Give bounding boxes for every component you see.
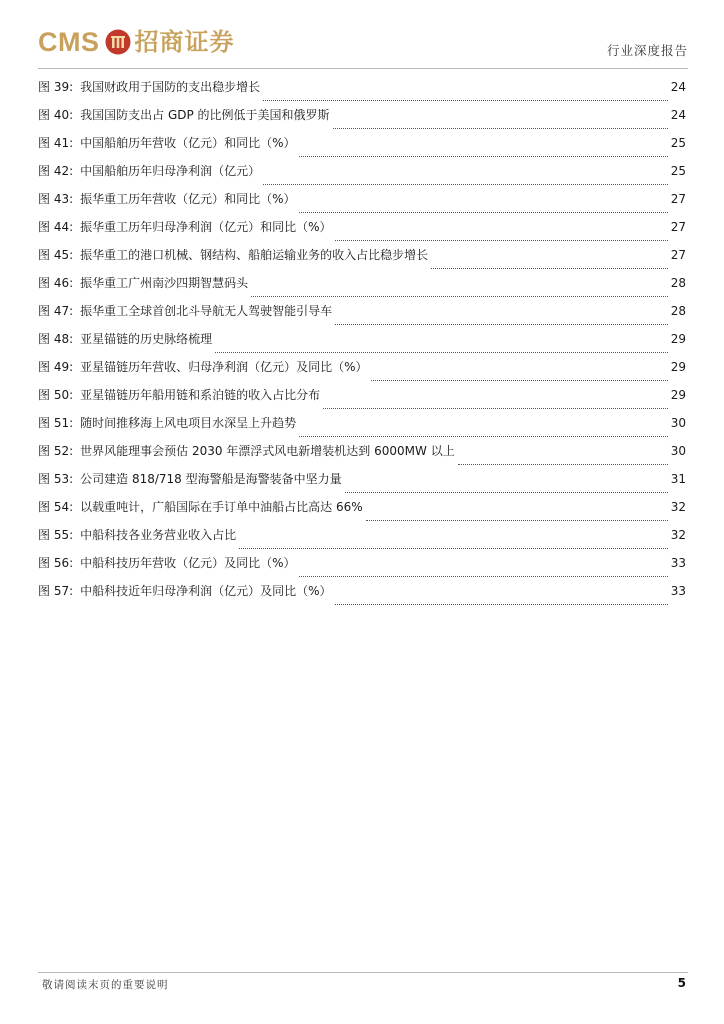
figure-title: 亚星锚链历年营收、归母净利润（亿元）及同比（%） [80, 360, 368, 374]
header-divider [38, 68, 688, 69]
figure-number: 图 56: [38, 556, 74, 570]
logo-text: CMS [38, 26, 100, 57]
dot-leader [299, 435, 668, 437]
figure-list-item[interactable] [38, 134, 686, 162]
figure-number: 图 45: [38, 248, 74, 262]
figure-number: 图 39: [38, 80, 74, 94]
figure-page-number: 29 [670, 388, 686, 402]
figure-page-number: 33 [670, 584, 686, 598]
dot-leader [263, 183, 668, 185]
figure-number: 图 41: [38, 136, 74, 150]
figure-page-number: 32 [670, 500, 686, 514]
dot-leader [335, 323, 668, 325]
figure-title: 亚星锚链历年船用链和系泊链的收入占比分布 [80, 388, 321, 402]
dot-leader [299, 211, 668, 213]
figure-list-item[interactable] [38, 274, 686, 302]
figure-page-number: 27 [670, 192, 686, 206]
dot-leader [345, 491, 668, 493]
figure-page-number: 32 [670, 528, 686, 542]
figure-page-number: 33 [670, 556, 686, 570]
figure-list-item[interactable] [38, 442, 686, 470]
figure-page-number: 28 [670, 304, 686, 318]
figure-page-number: 29 [670, 332, 686, 346]
dot-leader [333, 127, 668, 129]
figure-number: 图 46: [38, 276, 74, 290]
figure-list-item[interactable] [38, 414, 686, 442]
dot-leader [335, 239, 668, 241]
cms-emblem-icon [105, 29, 131, 55]
figure-title: 振华重工广州南沙四期智慧码头 [80, 276, 249, 290]
figure-title: 中国船舶历年归母净利润（亿元） [80, 164, 261, 178]
dot-leader [366, 519, 668, 521]
figure-title: 我国国防支出占 GDP 的比例低于美国和俄罗斯 [80, 108, 330, 122]
figure-list-item[interactable] [38, 78, 686, 106]
dot-leader [263, 99, 668, 101]
figure-list-item[interactable] [38, 302, 686, 330]
figure-page-number: 27 [670, 220, 686, 234]
figure-title: 公司建造 818/718 型海警船是海警装备中坚力量 [80, 472, 342, 486]
dot-leader [251, 295, 668, 297]
figure-title: 世界风能理事会预估 2030 年漂浮式风电新增装机达到 6000MW 以上 [80, 444, 455, 458]
figure-title: 振华重工的港口机械、钢结构、船舶运输业务的收入占比稳步增长 [80, 248, 429, 262]
logo-company-name: 招商证券 [134, 28, 235, 56]
figure-list-item[interactable] [38, 470, 686, 498]
figure-list-item[interactable] [38, 358, 686, 386]
figure-page-number: 25 [670, 164, 686, 178]
figure-list-item[interactable] [38, 330, 686, 358]
figure-page-number: 24 [670, 108, 686, 122]
figure-number: 图 40: [38, 108, 74, 122]
dot-leader [299, 155, 668, 157]
dot-leader [215, 351, 668, 353]
figure-title: 振华重工全球首创北斗导航无人驾驶智能引导车 [80, 304, 333, 318]
cms-logo [38, 22, 235, 62]
report-type-label: 行业深度报告 [606, 43, 688, 58]
figure-list-item[interactable] [38, 246, 686, 274]
figure-page-number: 27 [670, 248, 686, 262]
figure-list-item[interactable] [38, 162, 686, 190]
figure-number: 图 47: [38, 304, 74, 318]
figure-list-item[interactable] [38, 498, 686, 526]
figure-number: 图 50: [38, 388, 74, 402]
dot-leader [299, 575, 668, 577]
figure-list-item[interactable] [38, 582, 686, 610]
figure-page-number: 31 [670, 472, 686, 486]
figure-title: 振华重工历年归母净利润（亿元）和同比（%） [80, 220, 332, 234]
footer-disclaimer: 敬请阅读末页的重要说明 [42, 979, 169, 991]
figure-number: 图 44: [38, 220, 74, 234]
figure-page-number: 25 [670, 136, 686, 150]
figure-title: 亚星锚链的历史脉络梳理 [80, 332, 213, 346]
dot-leader [335, 603, 668, 605]
figure-number: 图 42: [38, 164, 74, 178]
figure-list [38, 78, 686, 610]
page-number: 5 [677, 976, 686, 990]
figure-title: 中船科技近年归母净利润（亿元）及同比（%） [80, 584, 332, 598]
figure-number: 图 55: [38, 528, 74, 542]
figure-title: 我国财政用于国防的支出稳步增长 [80, 80, 261, 94]
page-header [38, 22, 688, 62]
figure-page-number: 30 [670, 416, 686, 430]
figure-page-number: 29 [670, 360, 686, 374]
figure-number: 图 57: [38, 584, 74, 598]
figure-number: 图 54: [38, 500, 74, 514]
figure-list-item[interactable] [38, 386, 686, 414]
dot-leader [458, 463, 668, 465]
figure-page-number: 28 [670, 276, 686, 290]
figure-list-item[interactable] [38, 526, 686, 554]
figure-number: 图 52: [38, 444, 74, 458]
footer-divider [38, 972, 688, 973]
figure-title: 中国船舶历年营收（亿元）和同比（%） [80, 136, 296, 150]
figure-list-item[interactable] [38, 218, 686, 246]
figure-title: 中船科技历年营收（亿元）及同比（%） [80, 556, 296, 570]
dot-leader [323, 407, 668, 409]
figure-number: 图 51: [38, 416, 74, 430]
figure-title: 以载重吨计，广船国际在手订单中油船占比高达 66% [80, 500, 363, 514]
figure-list-item[interactable] [38, 190, 686, 218]
figure-page-number: 24 [670, 80, 686, 94]
dot-leader [371, 379, 668, 381]
figure-page-number: 30 [670, 444, 686, 458]
figure-title: 随时间推移海上风电项目水深呈上升趋势 [80, 416, 297, 430]
figure-list-item[interactable] [38, 554, 686, 582]
dot-leader [239, 547, 668, 549]
figure-number: 图 48: [38, 332, 74, 346]
figure-number: 图 53: [38, 472, 74, 486]
dot-leader [431, 267, 668, 269]
figure-number: 图 49: [38, 360, 74, 374]
figure-title: 振华重工历年营收（亿元）和同比（%） [80, 192, 296, 206]
figure-list-item[interactable] [38, 106, 686, 134]
figure-title: 中船科技各业务营业收入占比 [80, 528, 237, 542]
figure-number: 图 43: [38, 192, 74, 206]
